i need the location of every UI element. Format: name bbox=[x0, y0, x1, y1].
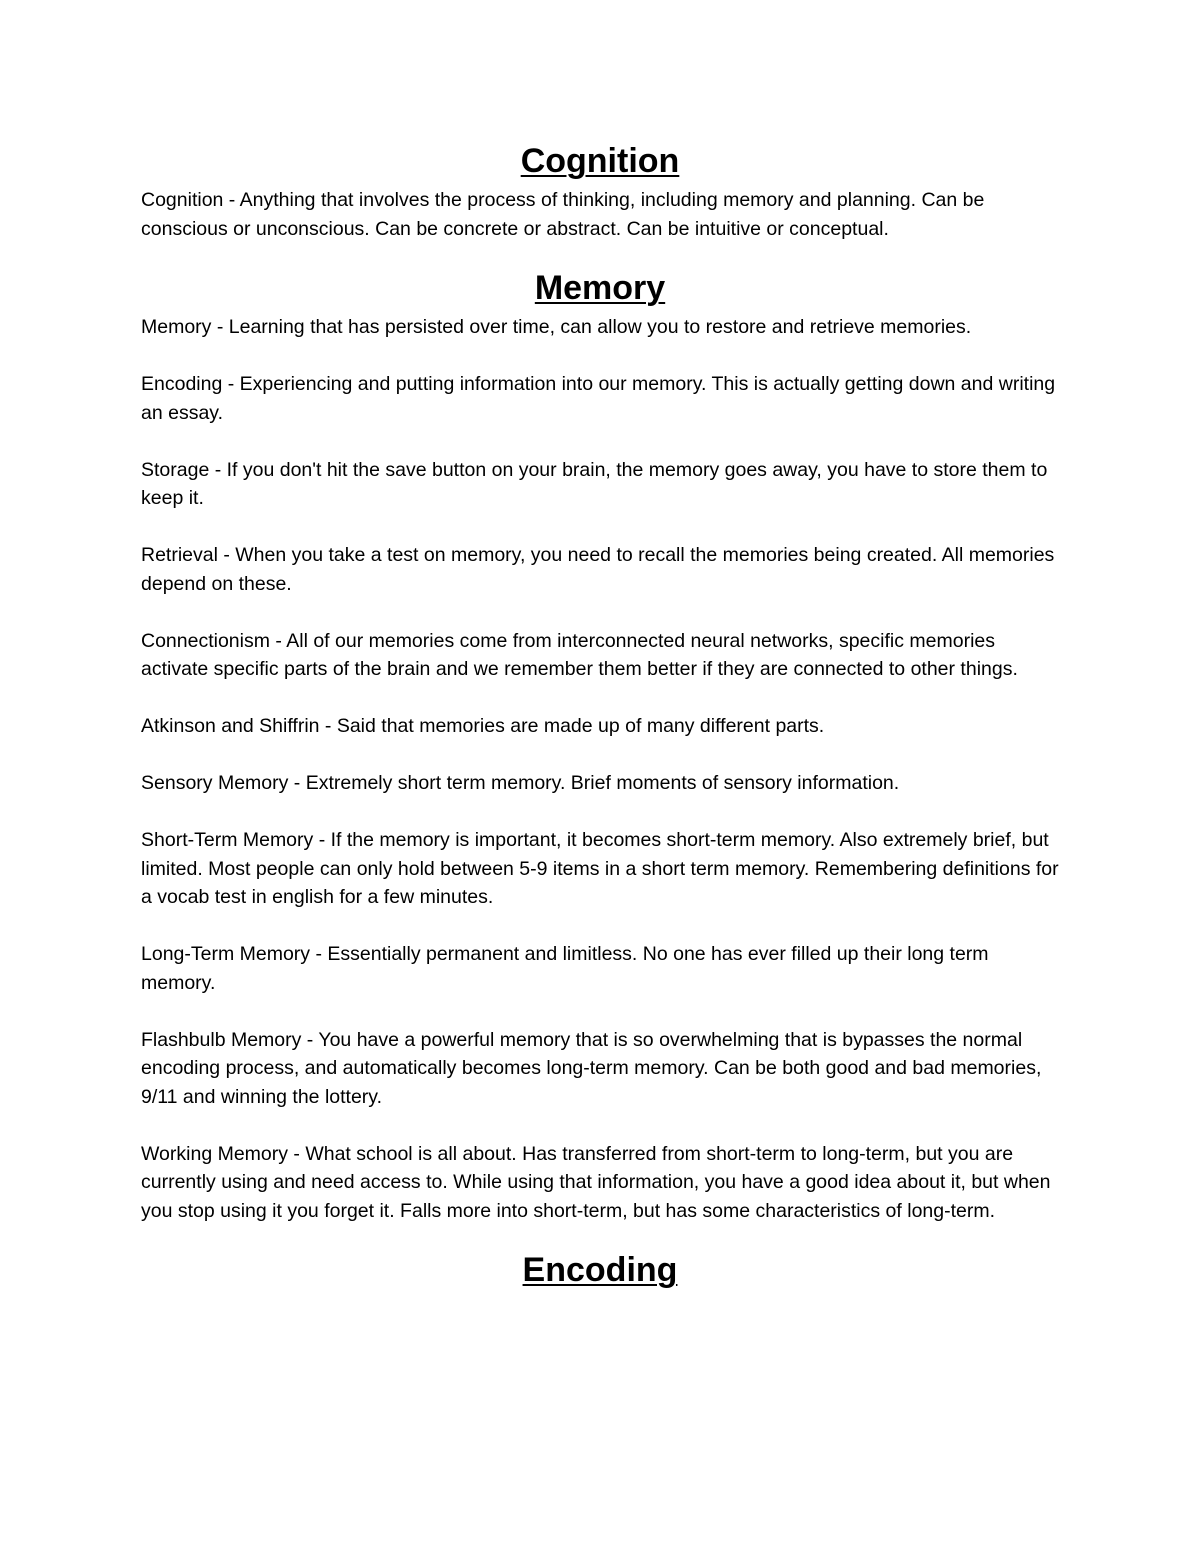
heading-cognition: Cognition bbox=[520, 142, 680, 180]
entry-long-term-memory: Long-Term Memory - Essentially permanent and limitless. No one has ever filled up their long term memory. bbox=[141, 943, 989, 994]
document-page bbox=[141, 140, 1059, 1291]
entry-flashbulb-memory: Flashbulb Memory - You have a powerful memory that is so overwhelming that is bypasses the normal encoding process, and automatically becomes long-term memory. Can be both good and bad memories, 9/11 and winning the lottery. bbox=[141, 1028, 1042, 1108]
entry-connectionism: Connectionism - All of our memories come from interconnected neural networks, specific memories activate specific parts of the brain and we remember them better if they are connected to other things. bbox=[141, 629, 1018, 680]
entry-storage: Storage - If you don't hit the save button on your brain, the memory goes away, you have to store them to keep it. bbox=[141, 458, 1048, 509]
heading-memory: Memory bbox=[534, 269, 666, 307]
entry-cognition: Cognition - Anything that involves the process of thinking, including memory and planning. Can be conscious or unconscious. Can be concrete or abstract. Can be intuitive or conceptual. bbox=[141, 189, 985, 240]
entry-working-memory: Working Memory - What school is all about. Has transferred from short-term to long-term, but you are currently using and need access to. While using that information, you have a good idea about it, but when you stop using it you forget it. Falls more into short-term, but has some characteristics of long-term. bbox=[141, 1142, 1051, 1222]
entry-encoding: Encoding - Experiencing and putting information into our memory. This is actually getting down and writing an essay. bbox=[141, 373, 1056, 424]
entry-atkinson-shiffrin: Atkinson and Shiffrin - Said that memories are made up of many different parts. bbox=[141, 715, 825, 737]
entry-memory: Memory - Learning that has persisted over time, can allow you to restore and retrieve memories. bbox=[141, 316, 972, 338]
entry-retrieval: Retrieval - When you take a test on memory, you need to recall the memories being created. All memories depend on these. bbox=[141, 544, 1055, 595]
heading-encoding: Encoding bbox=[522, 1251, 678, 1289]
entry-short-term-memory: Short-Term Memory - If the memory is important, it becomes short-term memory. Also extremely brief, but limited. Most people can only hold between 5-9 items in a short term memory. Remembering definitions for a vocab test in english for a few minutes. bbox=[141, 829, 1059, 908]
entry-sensory-memory: Sensory Memory - Extremely short term memory. Brief moments of sensory information. bbox=[141, 772, 900, 794]
